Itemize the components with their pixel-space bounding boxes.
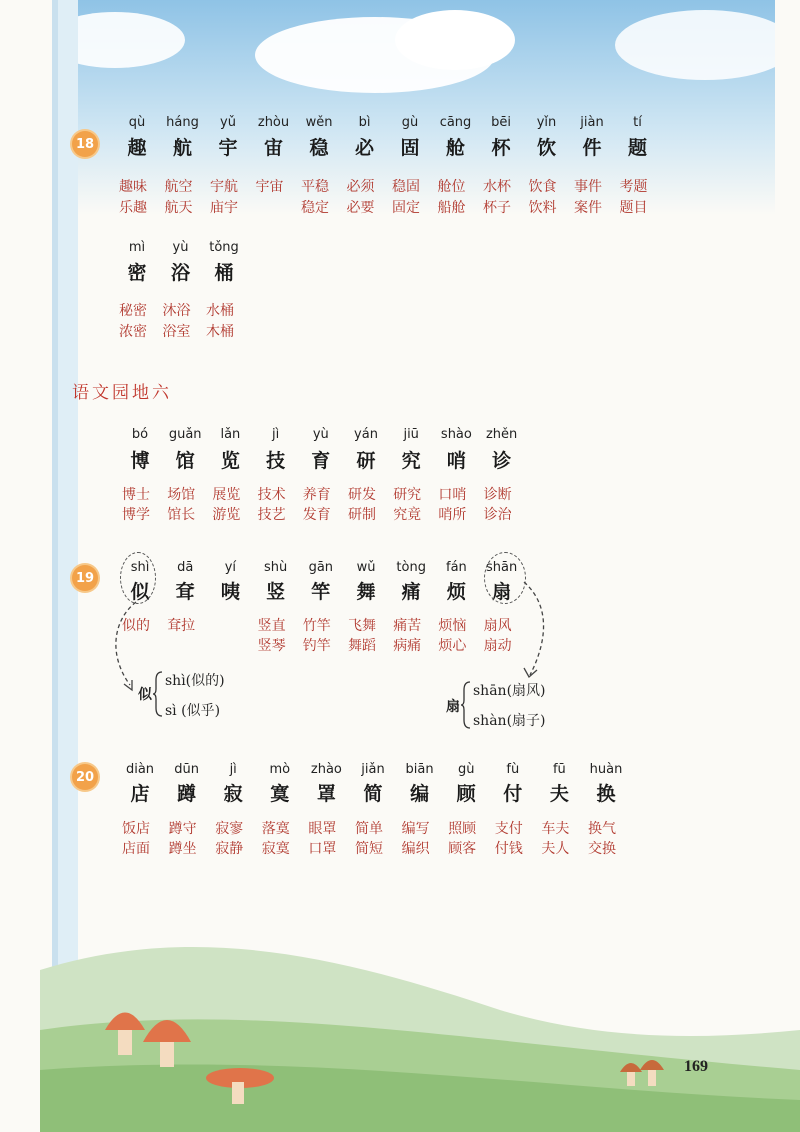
pinyin-label: zhěn	[485, 427, 518, 442]
vocab-word: 技艺	[257, 507, 286, 523]
vocab-word: 飞舞	[348, 618, 376, 634]
vocab-word: 必须	[346, 179, 375, 195]
vocab-word: 寂静	[215, 841, 244, 857]
vocab-word: 平稳	[301, 179, 329, 195]
pinyin-label: mò	[269, 762, 291, 777]
character: 浴	[170, 262, 191, 284]
vocab-word: 竹竿	[302, 618, 331, 634]
pinyin-label: qù	[128, 115, 146, 130]
polyphone-char-shan: 扇	[446, 699, 460, 715]
vocab-word: 博士	[122, 487, 150, 503]
character: 竖	[266, 581, 286, 603]
vocab-word: 口罩	[308, 841, 337, 857]
vocab-word: 场馆	[167, 487, 196, 503]
vocab-word: 题目	[619, 200, 648, 216]
vocab-word: 航天	[164, 200, 193, 216]
pinyin-label: dā	[177, 560, 194, 575]
vocab-word: 研发	[348, 487, 376, 503]
character: 桶	[214, 262, 234, 284]
vocab-word: 发育	[302, 507, 331, 523]
character: 固	[400, 137, 420, 159]
meadow-illustration	[0, 900, 800, 1132]
pinyin-label: jiū	[403, 427, 419, 442]
character: 趣	[127, 137, 147, 159]
vocab-word: 沐浴	[162, 303, 191, 319]
pinyin-label: yù	[172, 240, 189, 255]
polyphone-reading-shan-2: shàn(扇子)	[473, 713, 546, 729]
pinyin-label: fán	[445, 560, 467, 575]
vocab-word: 庙宇	[210, 200, 238, 216]
pinyin-label: shào	[440, 427, 472, 442]
vocab-word: 烦心	[438, 638, 467, 654]
character: 件	[582, 137, 602, 159]
vocab-word: 诊治	[483, 507, 512, 523]
character: 编	[410, 783, 430, 805]
pinyin-label: shì	[130, 560, 150, 575]
pinyin-label: zhòu	[257, 115, 290, 130]
vocab-word: 趣味	[119, 179, 147, 195]
pinyin-label: háng	[166, 115, 199, 130]
character: 付	[503, 783, 523, 805]
character: 寂	[223, 783, 243, 805]
character: 店	[130, 783, 150, 805]
vocab-word: 宇航	[210, 179, 238, 195]
vocab-word: 稳固	[392, 179, 420, 195]
pinyin-label: diàn	[125, 762, 155, 777]
vocab-word: 固定	[392, 200, 420, 216]
pinyin-label: jiǎn	[361, 762, 385, 777]
vocab-word: 水杯	[483, 179, 511, 195]
character: 究	[401, 450, 421, 472]
polyphone-char-si: 似	[138, 687, 152, 703]
vocab-word: 付钱	[494, 841, 523, 857]
vocab-word: 游览	[212, 507, 241, 523]
vocab-word: 顾客	[448, 841, 477, 857]
character: 必	[354, 137, 375, 159]
pinyin-label: cāng	[439, 115, 472, 130]
character: 技	[266, 450, 286, 472]
lesson-18-badge: 18	[72, 131, 98, 157]
character: 烦	[446, 581, 466, 603]
vocab-word: 眼罩	[308, 821, 337, 837]
pinyin-label: dūn	[174, 762, 199, 777]
vocab-word: 店面	[122, 841, 150, 857]
vocab-word: 简单	[355, 821, 383, 837]
pinyin-label: fū	[552, 762, 566, 777]
vocab-word: 秘密	[119, 303, 147, 319]
character: 竿	[311, 581, 331, 603]
character: 诊	[492, 450, 512, 472]
pinyin-label: gù	[401, 115, 419, 130]
vocab-word: 水桶	[206, 303, 234, 319]
pinyin-label: bì	[358, 115, 371, 130]
character: 顾	[456, 783, 476, 805]
character: 杯	[491, 137, 511, 159]
pinyin-label: yǐn	[536, 115, 557, 130]
pinyin-label: tòng	[396, 560, 426, 575]
pinyin-label: wǔ	[356, 560, 376, 575]
character: 研	[356, 450, 376, 472]
pinyin-label: shān	[485, 560, 518, 575]
character: 宙	[263, 137, 284, 159]
character: 罩	[316, 783, 336, 805]
character: 换	[596, 783, 616, 805]
pinyin-label: fù	[506, 762, 520, 777]
vocab-word: 支付	[494, 821, 523, 837]
character: 舱	[445, 137, 466, 159]
pinyin-label: zhào	[310, 762, 342, 777]
pinyin-label: yù	[312, 427, 329, 442]
pinyin-label: huàn	[589, 762, 623, 777]
vocab-word: 烦恼	[438, 618, 467, 634]
pinyin-label: yán	[354, 427, 378, 442]
vocab-word: 杯子	[483, 200, 511, 216]
character: 寞	[270, 783, 290, 805]
vocab-word: 寂寥	[215, 821, 244, 837]
pinyin-label: jiàn	[580, 115, 604, 130]
vocab-word: 简短	[355, 841, 383, 857]
character: 览	[220, 450, 240, 472]
character: 育	[311, 450, 331, 472]
pinyin-label: bēi	[491, 115, 511, 130]
vocab-word: 饮料	[528, 200, 557, 216]
vocab-word: 浓密	[119, 324, 147, 340]
vocab-word: 寂寞	[261, 841, 290, 857]
polyphone-reading-si-1: shì(似的)	[165, 673, 225, 689]
vocab-word: 钓竿	[302, 638, 331, 654]
polyphone-arrow-shan	[510, 580, 550, 680]
vocab-word: 馆长	[167, 507, 196, 523]
vocab-word: 研究	[393, 487, 422, 503]
vocab-word: 落寞	[261, 821, 290, 837]
pinyin-label: jì	[229, 762, 237, 777]
vocab-word: 木桶	[206, 324, 234, 340]
vocab-word: 痛苦	[393, 618, 422, 634]
vocab-word: 哨所	[438, 507, 467, 523]
character: 哨	[446, 450, 466, 472]
vocab-word: 考题	[619, 179, 648, 195]
page-number: 169	[684, 1058, 708, 1075]
vocab-word: 博学	[122, 507, 150, 523]
vocab-word: 饭店	[122, 821, 150, 837]
vocab-word: 交换	[588, 841, 616, 857]
pinyin-label: biān	[405, 762, 434, 777]
vocab-word: 浴室	[162, 324, 191, 340]
character: 舞	[356, 581, 376, 603]
lesson-20-badge: 20	[72, 764, 98, 790]
vocab-word: 诊断	[483, 487, 512, 503]
polyphone-reading-shan-1: shān(扇风)	[473, 683, 546, 699]
pinyin-label: gān	[308, 560, 334, 575]
vocab-word: 扇风	[483, 618, 512, 634]
character: 咦	[220, 581, 240, 603]
pinyin-label: gù	[457, 762, 475, 777]
polyphone-marker-si	[120, 552, 156, 604]
vocab-word: 病痛	[393, 638, 422, 654]
character: 稳	[309, 137, 329, 159]
vocab-word: 乐趣	[119, 200, 147, 216]
pinyin-label: tǒng	[209, 240, 239, 255]
vocab-word: 舱位	[437, 179, 466, 195]
vocab-word: 耷拉	[167, 618, 196, 634]
vocab-word: 宇宙	[255, 179, 284, 195]
vocab-word: 蹲守	[168, 821, 197, 837]
vocab-word: 研制	[348, 507, 376, 523]
vocab-word: 夫人	[541, 841, 570, 857]
vocab-word: 案件	[574, 200, 602, 216]
vocab-word: 稳定	[301, 200, 329, 216]
character: 扇	[492, 581, 512, 603]
vocab-word: 照顾	[448, 821, 477, 837]
vocab-word: 口哨	[438, 487, 467, 503]
character: 博	[130, 450, 150, 472]
pinyin-label: guǎn	[168, 427, 202, 442]
vocab-word: 换气	[588, 821, 616, 837]
vocab-word: 必要	[346, 200, 375, 216]
pinyin-label: wěn	[305, 115, 333, 130]
character: 蹲	[177, 783, 197, 805]
pinyin-label: mì	[128, 240, 146, 255]
character: 饮	[536, 137, 557, 159]
pinyin-label: bó	[131, 427, 149, 442]
vocab-word: 编织	[401, 841, 430, 857]
character: 题	[627, 137, 648, 159]
vocab-word: 编写	[401, 821, 430, 837]
pinyin-label: tí	[633, 115, 642, 130]
vocab-word: 船舱	[437, 200, 466, 216]
character: 宇	[218, 137, 238, 159]
polyphone-reading-si-2: sì (似乎)	[165, 703, 221, 719]
vocab-word: 航空	[164, 179, 193, 195]
vocab-word: 蹲坐	[168, 841, 197, 857]
brace-icon	[152, 670, 164, 718]
vocab-word: 舞蹈	[348, 638, 376, 654]
vocab-word: 饮食	[528, 179, 557, 195]
character: 馆	[175, 450, 195, 472]
pinyin-label: yǔ	[220, 115, 236, 130]
vocab-word: 竖琴	[257, 638, 286, 654]
character: 耷	[175, 581, 195, 603]
vocab-word: 究竟	[393, 507, 422, 523]
character: 密	[127, 262, 147, 284]
pinyin-label: yí	[224, 560, 237, 575]
character: 航	[172, 137, 193, 159]
vocab-word: 养育	[302, 487, 331, 503]
section-title-garden-6: 语文园地六	[72, 383, 172, 403]
pinyin-label: lǎn	[220, 427, 241, 442]
brace-icon	[460, 680, 472, 730]
lesson-19-badge: 19	[72, 565, 98, 591]
character: 夫	[549, 783, 569, 805]
vocab-word: 车夫	[541, 821, 570, 837]
pinyin-label: shù	[263, 560, 288, 575]
character: 简	[363, 783, 383, 805]
vocab-word: 似的	[122, 618, 150, 634]
vocab-word: 扇动	[483, 638, 512, 654]
vocab-word: 竖直	[257, 618, 286, 634]
pinyin-label: jì	[271, 427, 280, 442]
vocab-word: 展览	[212, 487, 241, 503]
character: 痛	[401, 581, 421, 603]
vocab-word: 技术	[257, 487, 286, 503]
character: 似	[130, 581, 150, 603]
vocab-word: 事件	[574, 179, 602, 195]
